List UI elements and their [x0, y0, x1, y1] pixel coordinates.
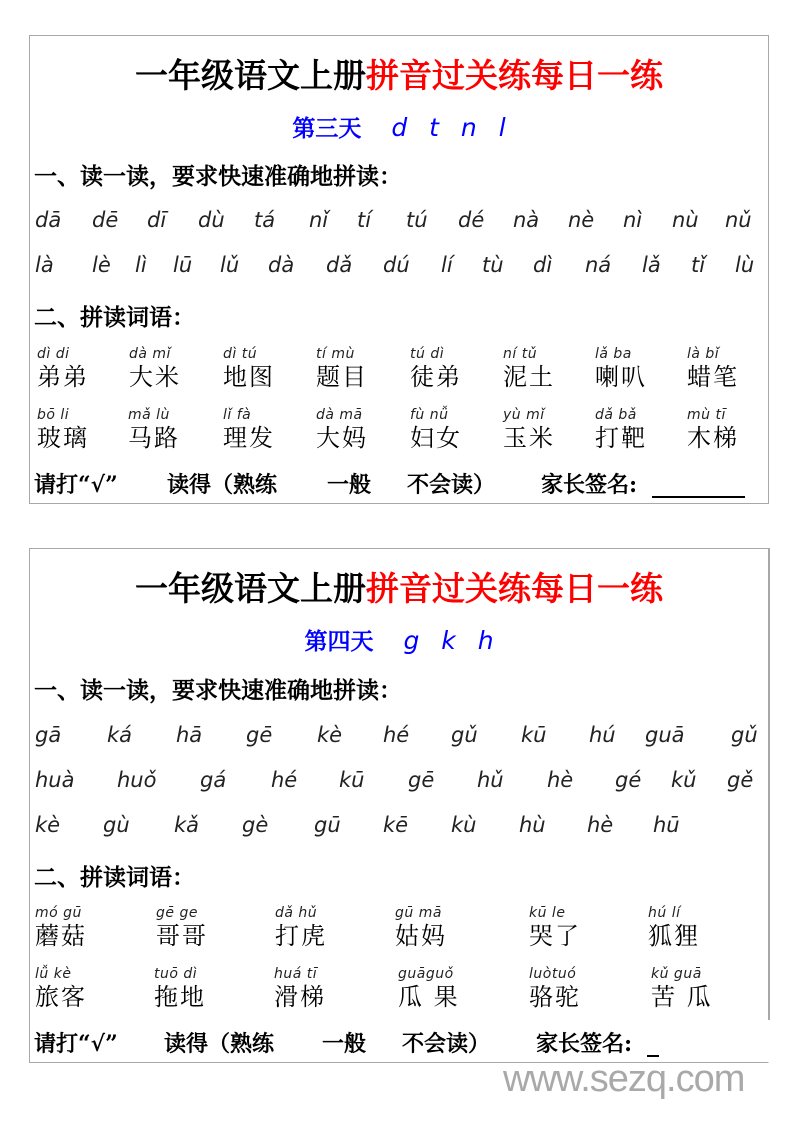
word-hanzi: 弟弟	[37, 363, 89, 391]
word-pinyin: gē ge	[156, 905, 198, 921]
word-item	[651, 966, 713, 1012]
word-item	[156, 905, 208, 951]
word-hanzi: 玉米	[503, 424, 555, 452]
syllable: gù	[103, 813, 130, 837]
word-item	[398, 966, 460, 1012]
word-item	[595, 407, 647, 453]
syllable: huà	[35, 768, 75, 792]
day-label: 第三天	[292, 115, 362, 142]
worksheet-day-3	[29, 35, 769, 504]
word-hanzi: 泥土	[503, 363, 555, 391]
syllable: gǔ	[731, 723, 758, 747]
word-pinyin: lǚ kè	[35, 966, 72, 982]
syllable: lì	[135, 253, 147, 277]
syllable: kū	[521, 723, 547, 747]
word-hanzi: 地图	[223, 363, 275, 391]
word-pinyin: dà mǐ	[129, 346, 171, 362]
word-pinyin: kǔ guā	[651, 966, 702, 982]
syllable: hǔ	[477, 768, 504, 792]
syllable: gā	[35, 723, 62, 747]
word-hanzi: 大米	[129, 363, 181, 391]
syllable: kè	[317, 723, 343, 747]
syllable: lè	[92, 253, 111, 277]
syllable: gè	[242, 813, 269, 837]
syllable: dé	[458, 208, 485, 232]
title-red-part: 拼音过关练每日一练	[366, 569, 663, 608]
option-fluent[interactable]: 读得（熟练	[167, 472, 278, 498]
syllable: ná	[585, 253, 612, 277]
syllable: kē	[383, 813, 409, 837]
syllable: là	[35, 253, 54, 277]
word-item	[37, 407, 89, 453]
section2-heading: 二、拼读词语：	[34, 864, 195, 891]
word-pinyin: hú lí	[648, 905, 681, 921]
syllable: dà	[268, 253, 295, 277]
worksheet-day-4	[29, 548, 769, 1063]
word-hanzi: 姑妈	[395, 922, 447, 950]
syllable: tú	[406, 208, 428, 232]
day-heading	[30, 110, 768, 143]
syllable: hú	[589, 723, 616, 747]
syllable: gě	[727, 768, 754, 792]
syllable: hū	[653, 813, 680, 837]
syllable: lǎ	[642, 253, 661, 277]
word-hanzi: 瓜 果	[398, 983, 460, 1011]
word-pinyin: là bǐ	[687, 346, 720, 362]
syllable: nì	[623, 208, 643, 232]
word-item	[648, 905, 700, 951]
syllable: kù	[451, 813, 477, 837]
word-pinyin: luòtuó	[529, 966, 577, 982]
word-hanzi: 大妈	[316, 424, 368, 452]
title-black-part: 一年级语文上册	[135, 569, 366, 608]
day-letters: g k h	[403, 626, 494, 655]
parent-signature-label: 家长签名:	[536, 1031, 633, 1057]
word-item	[410, 346, 462, 392]
word-pinyin: guāguǒ	[398, 966, 454, 982]
syllable: gē	[408, 768, 435, 792]
site-watermark: www.sezq.com	[503, 1058, 745, 1100]
worksheet-title	[30, 50, 768, 97]
word-hanzi: 拖地	[154, 983, 206, 1011]
word-item	[129, 346, 181, 392]
word-pinyin: bō li	[37, 407, 70, 423]
word-hanzi: 徒弟	[410, 363, 462, 391]
word-hanzi: 妇女	[410, 424, 462, 452]
option-cannot-read[interactable]: 不会读）	[402, 1031, 491, 1057]
word-pinyin: tú dì	[410, 346, 445, 362]
word-hanzi: 理发	[223, 424, 275, 452]
syllable: nù	[672, 208, 699, 232]
worksheet-title	[30, 563, 768, 610]
title-black-part: 一年级语文上册	[135, 56, 366, 95]
word-pinyin: lǎ ba	[595, 346, 632, 362]
word-item	[410, 407, 462, 453]
word-pinyin: ní tǔ	[503, 346, 538, 362]
parent-signature-label: 家长签名:	[541, 472, 638, 498]
option-cannot-read[interactable]: 不会读）	[407, 472, 496, 498]
word-pinyin: tuō dì	[154, 966, 198, 982]
syllable: huǒ	[117, 768, 157, 792]
word-hanzi: 蜡笔	[687, 363, 739, 391]
word-item	[128, 407, 180, 453]
word-item	[503, 407, 555, 453]
word-item	[35, 966, 87, 1012]
syllable: hè	[547, 768, 574, 792]
word-item	[503, 346, 555, 392]
word-hanzi: 马路	[128, 424, 180, 452]
syllable: kè	[35, 813, 61, 837]
syllable: hè	[587, 813, 614, 837]
syllable: gū	[314, 813, 341, 837]
section1-heading: 一、读一读，要求快速准确地拼读：	[34, 163, 402, 190]
syllable: guā	[645, 723, 685, 747]
syllable: dì	[533, 253, 553, 277]
syllable: lù	[735, 253, 755, 277]
syllable: dù	[198, 208, 225, 232]
word-pinyin: dì tú	[223, 346, 258, 362]
word-hanzi: 木梯	[687, 424, 739, 452]
syllable: ká	[107, 723, 133, 747]
word-pinyin: lǐ fà	[223, 407, 252, 423]
day-letters: d t n l	[391, 113, 506, 142]
syllable: dī	[147, 208, 167, 232]
check-prompt: 请打“√”	[34, 472, 118, 498]
word-pinyin: dǎ bǎ	[595, 407, 637, 423]
word-item	[316, 346, 368, 392]
word-hanzi: 喇叭	[595, 363, 647, 391]
syllable: lū	[173, 253, 193, 277]
syllable: kǎ	[174, 813, 200, 837]
syllable: hé	[383, 723, 410, 747]
syllable: gé	[615, 768, 642, 792]
word-item	[223, 407, 275, 453]
syllable: tí	[357, 208, 372, 232]
word-item	[154, 966, 206, 1012]
syllable: dā	[35, 208, 62, 232]
card-border-right	[768, 548, 770, 1020]
word-pinyin: dà mā	[316, 407, 363, 423]
word-hanzi: 打靶	[595, 424, 647, 452]
syllable: dú	[383, 253, 410, 277]
word-item	[37, 346, 89, 392]
word-hanzi: 玻璃	[37, 424, 89, 452]
word-pinyin: yù mǐ	[503, 407, 545, 423]
word-pinyin: dì di	[37, 346, 70, 362]
word-pinyin: mó gū	[35, 905, 82, 921]
syllable: gē	[246, 723, 273, 747]
word-item	[687, 407, 739, 453]
syllable: tá	[254, 208, 276, 232]
word-hanzi: 打虎	[275, 922, 327, 950]
word-item	[275, 905, 327, 951]
section2-heading: 二、拼读词语：	[34, 304, 195, 331]
word-pinyin: mù tī	[687, 407, 726, 423]
section1-heading: 一、读一读，要求快速准确地拼读：	[34, 677, 402, 704]
word-hanzi: 旅客	[35, 983, 87, 1011]
check-prompt: 请打“√”	[34, 1031, 118, 1057]
word-item	[687, 346, 739, 392]
option-normal[interactable]: 一般	[327, 472, 372, 498]
word-item	[316, 407, 368, 453]
word-hanzi: 狐狸	[648, 922, 700, 950]
syllable: nà	[513, 208, 540, 232]
syllable: lǔ	[220, 253, 240, 277]
syllable: hā	[176, 723, 203, 747]
word-item	[395, 905, 447, 951]
syllable: tǐ	[691, 253, 706, 277]
syllable: hù	[519, 813, 546, 837]
word-item	[223, 346, 275, 392]
parent-signature-field[interactable]	[647, 1029, 659, 1057]
syllable: dǎ	[326, 253, 353, 277]
day-heading	[30, 623, 768, 656]
option-fluent[interactable]: 读得（熟练	[164, 1031, 275, 1057]
word-item	[529, 966, 581, 1012]
word-hanzi: 蘑菇	[35, 922, 87, 950]
word-pinyin: tí mù	[316, 346, 355, 362]
syllable: kǔ	[671, 768, 697, 792]
title-red-part: 拼音过关练每日一练	[366, 56, 663, 95]
syllable: gá	[200, 768, 227, 792]
word-hanzi: 滑梯	[274, 983, 326, 1011]
option-normal[interactable]: 一般	[322, 1031, 367, 1057]
syllable: lí	[441, 253, 453, 277]
word-hanzi: 哥哥	[156, 922, 208, 950]
word-hanzi: 骆驼	[529, 983, 581, 1011]
word-pinyin: fù nǚ	[410, 407, 449, 423]
syllable: kū	[339, 768, 365, 792]
word-item	[529, 905, 581, 951]
syllable: tù	[482, 253, 504, 277]
word-hanzi: 题目	[316, 363, 368, 391]
word-hanzi: 哭了	[529, 922, 581, 950]
word-pinyin: mǎ lù	[128, 407, 170, 423]
syllable: nè	[568, 208, 595, 232]
word-pinyin: gū mā	[395, 905, 442, 921]
word-item	[274, 966, 326, 1012]
word-hanzi: 苦 瓜	[651, 983, 713, 1011]
parent-signature-field[interactable]	[652, 470, 745, 498]
day-label: 第四天	[304, 628, 374, 655]
syllable: nǔ	[725, 208, 752, 232]
word-pinyin: dǎ hǔ	[275, 905, 318, 921]
word-item	[35, 905, 87, 951]
syllable: gǔ	[451, 723, 478, 747]
syllable: hé	[271, 768, 298, 792]
syllable: nǐ	[309, 208, 329, 232]
syllable: dē	[92, 208, 119, 232]
word-item	[595, 346, 647, 392]
word-pinyin: kū le	[529, 905, 566, 921]
word-pinyin: huá tī	[274, 966, 318, 982]
